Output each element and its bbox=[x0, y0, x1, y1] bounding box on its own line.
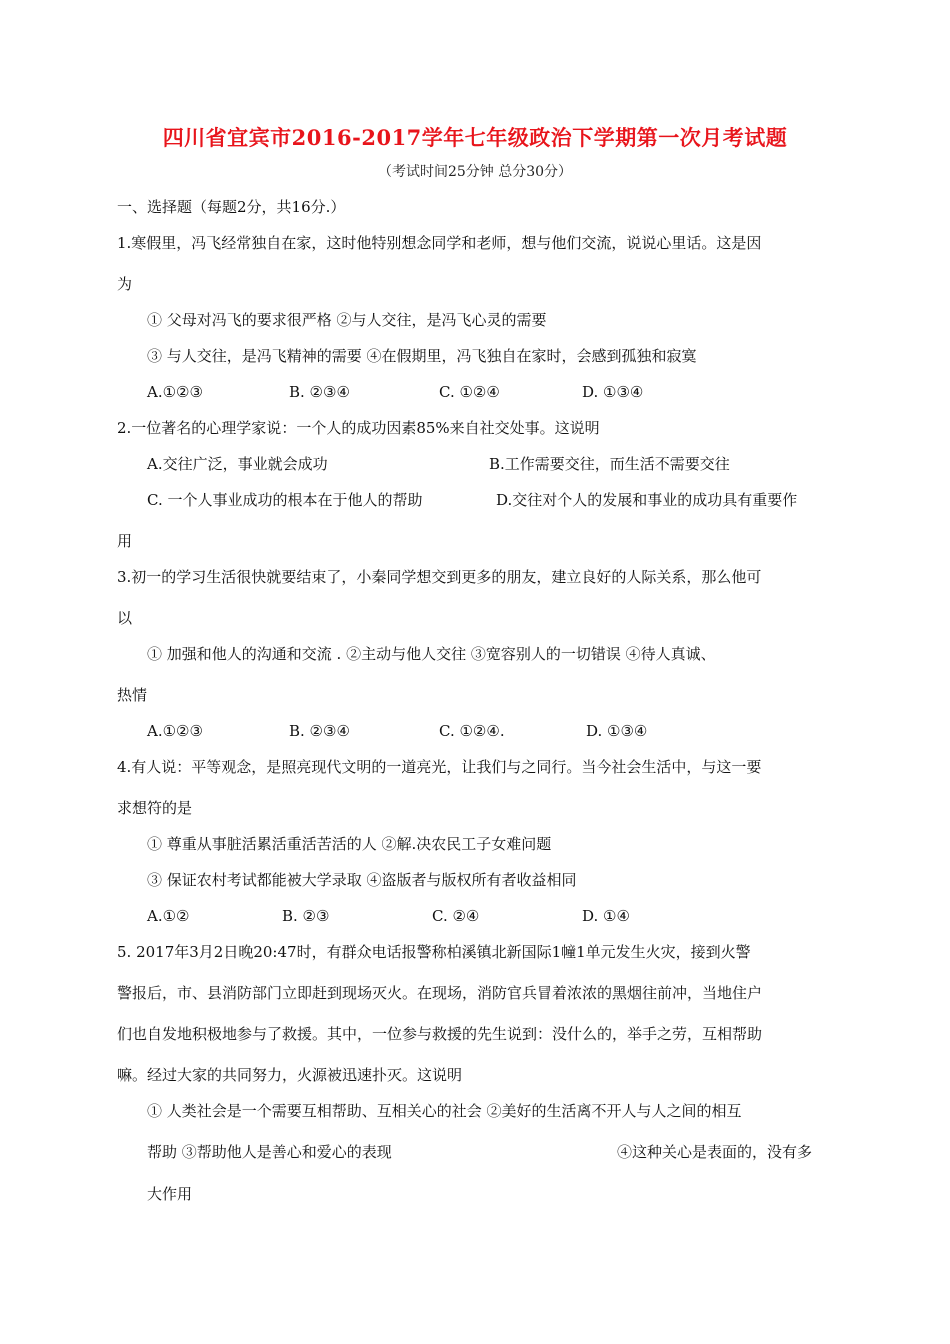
question-5-stem-cont: 警报后，市、县消防部门立即赶到现场灭火。在现场，消防官兵冒着浓浓的黑烟往前冲，当地住户 bbox=[117, 984, 763, 1002]
question-1-stem: 1.寒假里，冯飞经常独自在家，这时他特别想念同学和老师，想与他们交流，说说心里话。这是因 bbox=[117, 234, 762, 252]
question-1-option-a: A.①②③ bbox=[147, 383, 203, 401]
question-1-option-c: C. ①②④ bbox=[439, 383, 500, 401]
question-5-statements: ① 人类社会是一个需要互相帮助、互相关心的社会 ②美好的生活离不开人与人之间的相互 bbox=[147, 1102, 742, 1120]
question-2-option-d-cont: 用 bbox=[117, 532, 133, 550]
question-2-option-a: A.交往广泛，事业就会成功 bbox=[147, 455, 328, 473]
section-heading: 一、选择题（每题2分，共16分.） bbox=[117, 198, 346, 216]
question-5-statement-4-cont: 大作用 bbox=[147, 1185, 193, 1203]
question-3-option-b: B. ②③④ bbox=[289, 722, 350, 740]
question-3-option-d: D. ①③④ bbox=[586, 722, 648, 740]
question-4-stem-cont: 求想符的是 bbox=[117, 799, 193, 817]
question-4-option-a: A.①② bbox=[147, 907, 190, 925]
question-3-stem-cont: 以 bbox=[117, 609, 133, 627]
question-1-option-d: D. ①③④ bbox=[582, 383, 644, 401]
question-2-option-d: D.交往对个人的发展和事业的成功具有重要作 bbox=[496, 491, 798, 509]
page-title: 四川省宜宾市2016-2017学年七年级政治下学期第一次月考试题 bbox=[162, 125, 788, 150]
exam-info: （考试时间25分钟 总分30分） bbox=[377, 164, 573, 180]
question-5-statement-4: ④这种关心是表面的，没有多 bbox=[617, 1143, 813, 1161]
question-4-option-d: D. ①④ bbox=[582, 907, 630, 925]
question-4-option-c: C. ②④ bbox=[432, 907, 480, 925]
question-3-statements-cont: 热情 bbox=[117, 686, 148, 704]
question-3-stem: 3.初一的学习生活很快就要结束了，小秦同学想交到更多的朋友，建立良好的人际关系，那么他可 bbox=[117, 568, 762, 586]
question-5-stem-cont: 们也自发地积极地参与了救援。其中，一位参与救援的先生说到：没什么的，举手之劳，互相帮助 bbox=[117, 1025, 763, 1043]
question-3-option-a: A.①②③ bbox=[147, 722, 203, 740]
question-1-option-b: B. ②③④ bbox=[289, 383, 350, 401]
question-5-stem: 5. 2017年3月2日晚20:47时，有群众电话报警称柏溪镇北新国际1幢1单元发生火灾，接到火警 bbox=[117, 943, 751, 961]
question-4-option-b: B. ②③ bbox=[282, 907, 330, 925]
question-3-option-c: C. ①②④. bbox=[439, 722, 505, 740]
question-5-stem-cont: 嘛。经过大家的共同努力，火源被迅速扑灭。这说明 bbox=[117, 1066, 463, 1084]
question-4-stem: 4.有人说：平等观念，是照亮现代文明的一道亮光，让我们与之同行。当今社会生活中，与这一要 bbox=[117, 758, 762, 776]
question-4-statements: ① 尊重从事脏活累活重活苦活的人 ②解.决农民工子女难问题 bbox=[147, 835, 552, 853]
question-2-option-b: B.工作需要交往，而生活不需要交往 bbox=[489, 455, 730, 473]
question-1-stem-cont: 为 bbox=[117, 275, 133, 293]
question-4-statements: ③ 保证农村考试都能被大学录取 ④盗版者与版权所有者收益相同 bbox=[147, 871, 577, 889]
question-2-option-c: C. 一个人事业成功的根本在于他人的帮助 bbox=[147, 491, 423, 509]
question-3-statements: ① 加强和他人的沟通和交流 . ②主动与他人交往 ③宽容别人的一切错误 ④待人真诚、 bbox=[147, 645, 716, 663]
question-2-stem: 2.一位著名的心理学家说：一个人的成功因素85%来自社交处事。这说明 bbox=[117, 419, 600, 437]
question-1-statements: ① 父母对冯飞的要求很严格 ②与人交往，是冯飞心灵的需要 bbox=[147, 311, 547, 329]
question-1-statements: ③ 与人交往，是冯飞精神的需要 ④在假期里，冯飞独自在家时，会感到孤独和寂寞 bbox=[147, 347, 697, 365]
question-5-statements: 帮助 ③帮助他人是善心和爱心的表现 bbox=[147, 1143, 392, 1161]
